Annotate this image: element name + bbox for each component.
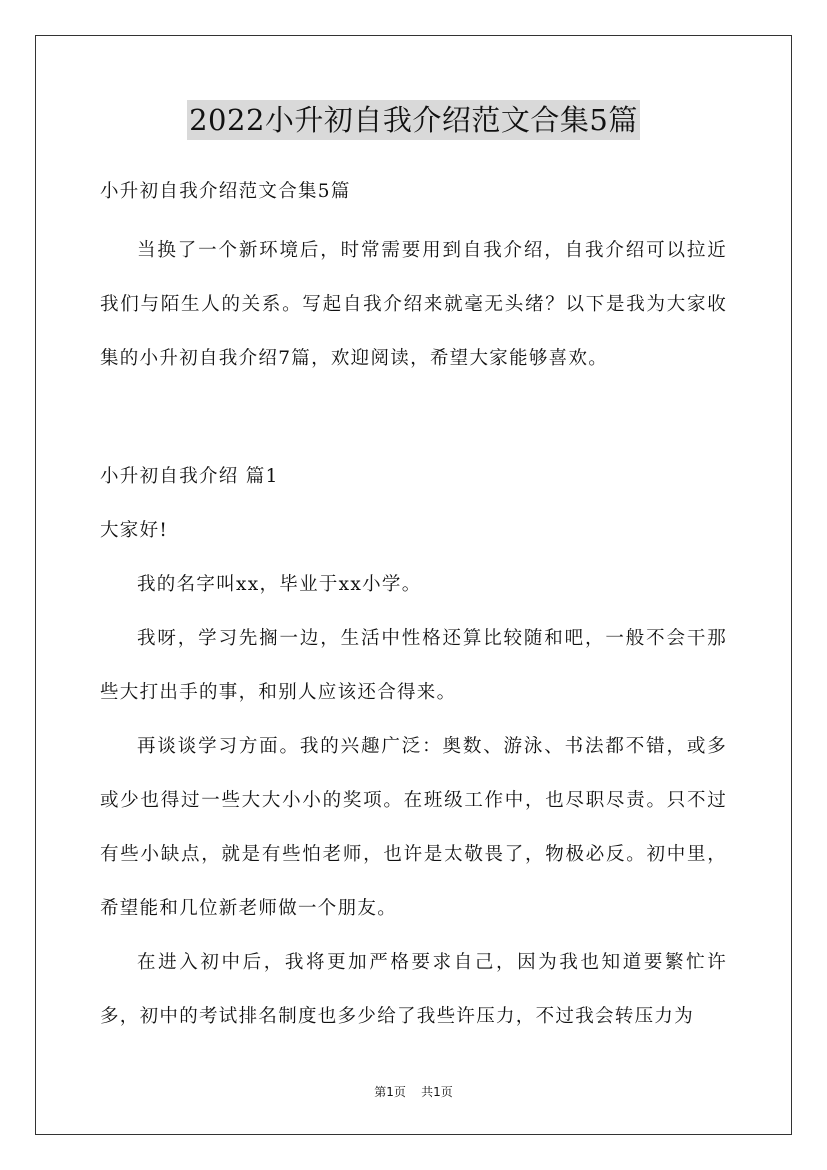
body-paragraph: 我呀，学习先搁一边，生活中性格还算比较随和吧，一般不会干那些大打出手的事，和别人应该还合得来。: [100, 628, 727, 703]
page-title: 2022小升初自我介绍范文合集5篇: [187, 100, 640, 140]
greeting-line: 大家好!: [100, 520, 169, 541]
page-number-total: 共1页: [421, 1085, 453, 1099]
document-body: [100, 172, 727, 1044]
document-subtitle: 小升初自我介绍范文合集5篇: [100, 181, 351, 202]
body-paragraph: 在进入初中后，我将更加严格要求自己，因为我也知道要繁忙许多，初中的考试排名制度也多少给了我些许压力，不过我会转压力为: [100, 952, 727, 1027]
body-paragraph: 我的名字叫xx，毕业于xx小学。: [137, 574, 422, 595]
page-footer: [0, 1083, 827, 1101]
footer-spacer: [410, 1085, 418, 1099]
page-number-current: 第1页: [374, 1085, 406, 1099]
body-paragraph: 再谈谈学习方面。我的兴趣广泛：奥数、游泳、书法都不错，或多或少也得过一些大大小小的奖项。在班级工作中，也尽职尽责。只不过有些小缺点，就是有些怕老师，也许是太敬畏了，物极必反。初中里，希望能和几位新老师做一个朋友。: [100, 736, 727, 919]
intro-paragraph: 当换了一个新环境后，时常需要用到自我介绍，自我介绍可以拉近我们与陌生人的关系。写起自我介绍来就毫无头绪？以下是我为大家收集的小升初自我介绍7篇，欢迎阅读，希望大家能够喜欢。: [100, 240, 727, 369]
title-container: [0, 100, 827, 140]
section-heading: 小升初自我介绍 篇1: [100, 466, 279, 487]
